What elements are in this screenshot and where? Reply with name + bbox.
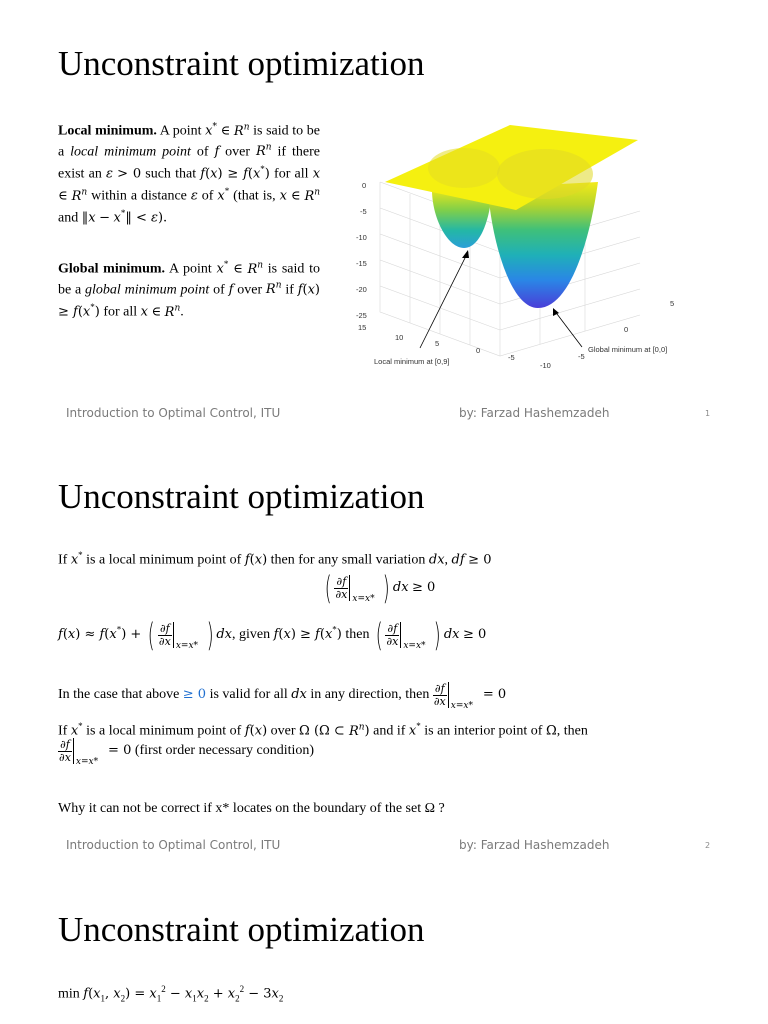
- slide-title: Unconstraint optimization: [58, 910, 425, 949]
- x-tick-label: 10: [395, 333, 404, 342]
- x-tick-label: 0: [476, 346, 481, 355]
- taylor-approximation: f(x) ≈ f(x*) + ( $\frac{\partial f}{\partial x}$ x=x* ) dx, given f(x) ≥ f(x*) then ( $\frac{\partial f}{\partial x}$ x=x* ) dx ≥ 0: [58, 616, 487, 654]
- slide-1: [0, 0, 768, 432]
- objective-function: $\min f(x_1$, $x_2) = x_1^2 - x_1x_2 + x_2^2 - 3x_2$: [58, 984, 284, 1004]
- y-tick-label: 0: [624, 325, 629, 334]
- x-tick-label: 15: [358, 323, 367, 332]
- slide-title: Unconstraint optimization: [58, 44, 425, 83]
- y-tick-label: 5: [670, 299, 675, 308]
- z-tick-label: 0: [362, 181, 367, 190]
- local-minimum-heading: Local minimum.: [58, 123, 157, 139]
- z-tick-label: -20: [356, 285, 367, 294]
- first-order-condition: $\frac{\partial f}{\partial x}$ x=x* = 0 (first order necessary condition): [59, 737, 315, 767]
- page-number: 1: [705, 409, 711, 418]
- footer-right: by: Farzad Hashemzadeh: [459, 406, 610, 420]
- page-number: 2: [705, 841, 711, 850]
- slide-title: Unconstraint optimization: [58, 477, 425, 516]
- footer-right: by: Farzad Hashemzadeh: [459, 838, 610, 852]
- footer-left: Introduction to Optimal Control, ITU: [66, 838, 281, 852]
- gradient-inequality: ( $\frac{\partial f}{\partial x}$ x=x* ) dx ≥ 0: [324, 569, 436, 607]
- slide-2: [0, 432, 768, 864]
- y-tick-label: -5: [578, 352, 585, 361]
- boundary-question: Why it can not be correct if x* locates on the boundary of the set Ω ?: [58, 801, 445, 816]
- interior-point-statement: If x* is a local minimum point of f(x) over Ω (Ω ⊂ $R^n$) and if x* is an interior point of Ω, then: [58, 721, 588, 739]
- slide-3: [0, 864, 768, 1024]
- annotation-local-minimum: Local minimum at [0,9]: [374, 357, 450, 366]
- x-tick-label: -5: [508, 353, 515, 362]
- all-directions-statement: In the case that above ≥ 0 is valid for all dx in any direction, then $\frac{\partial f}{\partial x}$ x=x* = 0: [58, 681, 507, 711]
- surface-plot: [340, 110, 700, 375]
- z-tick-label: -5: [360, 207, 367, 216]
- z-tick-label: -10: [356, 233, 367, 242]
- local-minimum-definition: Local minimum. A point x* ∈ $R^n$ is said to be a local minimum point of f over $R^n$ if there exist an ε > 0 such that f(x) ≥ f(x*) for all x ∈ $R^n$ within a distance ε of x* (that is, x ∈ $R^n$ and ‖x − x*‖ < ε).: [58, 122, 321, 226]
- x-tick-label: 5: [435, 339, 440, 348]
- annotation-global-minimum: Global minimum at [0,0]: [588, 345, 668, 354]
- local-minimum-variation-statement: If x* is a local minimum point of f(x) then for any small variation dx, df ≥ 0: [58, 550, 492, 568]
- footer-left: Introduction to Optimal Control, ITU: [66, 406, 281, 420]
- z-tick-label: -25: [356, 311, 367, 320]
- z-tick-label: -15: [356, 259, 367, 268]
- global-minimum-heading: Global minimum.: [58, 261, 166, 277]
- global-minimum-definition: Global minimum. A point x* ∈ $R^n$ is said to be a global minimum point of f over $R^n$ if f(x) ≥ f(x*) for all x ∈ $R^n$.: [58, 259, 321, 320]
- x-tick-label: -10: [540, 361, 551, 370]
